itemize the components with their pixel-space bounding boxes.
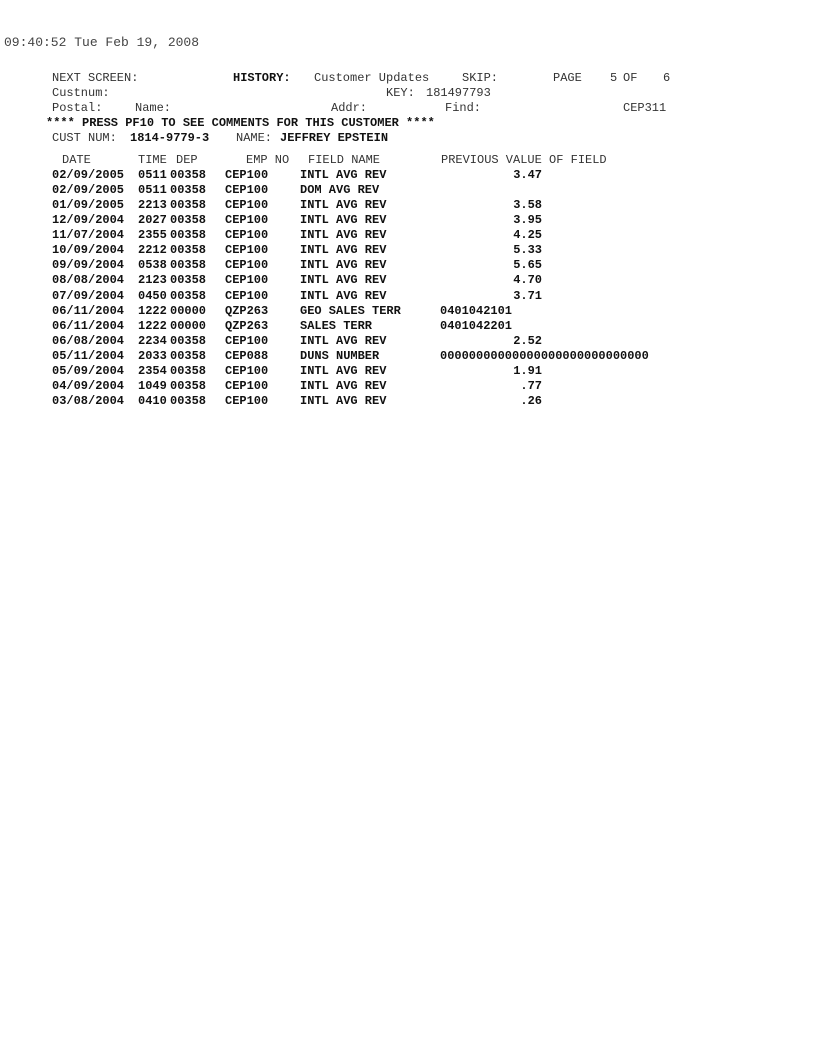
cell-previous-value: .26 [520,394,542,409]
cell-emp-no: CEP100 [225,168,269,182]
cell-dep: 00358 [170,168,207,182]
cell-dep: 00358 [170,394,207,409]
name-label: Name: [135,101,172,115]
cell-previous-value: .77 [520,378,542,393]
cell-previous-value: 00000000000000000000000000000 [440,348,649,363]
table-row [0,289,816,304]
cell-time: 1222 [138,318,167,333]
cell-emp-no: CEP100 [225,243,269,258]
column-header-previous-value: PREVIOUS VALUE OF FIELD [441,153,607,167]
cell-time: 2027 [138,213,167,228]
cell-dep: 00358 [170,378,207,393]
cell-date: 07/09/2004 [52,288,125,303]
cell-previous-value: 4.70 [513,273,542,288]
cell-date: 06/11/2004 [52,318,125,333]
cell-field-name: INTL AVG REV [300,273,387,288]
cell-dep: 00358 [170,183,207,198]
cell-previous-value: 3.95 [513,213,542,228]
cell-date: 05/09/2004 [52,363,125,378]
cell-dep: 00000 [170,303,207,318]
cell-date: 09/09/2004 [52,258,125,273]
column-header-emp-no: EMP NO [246,153,290,167]
cell-time: 0538 [138,258,167,273]
table-row [0,394,816,409]
cell-field-name: SALES TERR [300,318,373,333]
pf10-notice: **** PRESS PF10 TO SEE COMMENTS FOR THIS CUSTOMER **** [46,116,435,130]
cell-previous-value: 4.25 [513,228,542,243]
cell-field-name: INTL AVG REV [300,243,387,258]
cell-date: 02/09/2005 [52,183,125,198]
table-header [0,153,816,168]
cell-time: 0410 [138,394,167,409]
cell-emp-no: CEP100 [225,333,269,348]
cell-emp-no: CEP100 [225,213,269,228]
cell-emp-no: CEP100 [225,378,269,393]
cell-date: 03/08/2004 [52,394,125,409]
cell-dep: 00000 [170,318,207,333]
cell-previous-value: 3.58 [513,198,542,213]
cell-field-name: INTL AVG REV [300,378,387,393]
cell-dep: 00358 [170,198,207,213]
cell-previous-value: 3.47 [513,168,542,182]
table-row [0,319,816,334]
cell-previous-value: 1.91 [513,363,542,378]
cell-date: 06/11/2004 [52,303,125,318]
cell-field-name: INTL AVG REV [300,168,387,182]
table-row [0,364,816,379]
cell-field-name: INTL AVG REV [300,258,387,273]
table-row [0,198,816,213]
cell-field-name: INTL AVG REV [300,288,387,303]
cell-date: 08/08/2004 [52,273,125,288]
table-row [0,258,816,273]
cell-emp-no: CEP100 [225,198,269,213]
cell-emp-no: CEP100 [225,183,269,198]
cell-emp-no: QZP263 [225,303,269,318]
cell-emp-no: CEP100 [225,394,269,409]
cell-date: 10/09/2004 [52,243,125,258]
table-row [0,168,816,183]
table-row [0,213,816,228]
table-row [0,304,816,319]
cell-dep: 00358 [170,288,207,303]
cell-dep: 00358 [170,228,207,243]
column-header-time: TIME [138,153,167,167]
cell-date: 05/11/2004 [52,348,125,363]
cell-previous-value: 3.71 [513,288,542,303]
cell-date: 01/09/2005 [52,198,125,213]
table-row [0,183,816,198]
cust-name-label: NAME: [236,131,273,145]
cell-previous-value: 2.52 [513,333,542,348]
cell-previous-value: 0401042101 [440,303,513,318]
history-value: Customer Updates [314,71,430,85]
cell-emp-no: CEP088 [225,348,269,363]
cell-time: 0511 [138,183,167,198]
postal-label: Postal: [52,101,103,115]
page-label: PAGE [553,71,582,85]
cell-previous-value: 0401042201 [440,318,513,333]
cell-date: 04/09/2004 [52,378,125,393]
cell-time: 1222 [138,303,167,318]
cell-field-name: INTL AVG REV [300,363,387,378]
cell-emp-no: CEP100 [225,288,269,303]
table-row [0,349,816,364]
cell-dep: 00358 [170,333,207,348]
cell-date: 12/09/2004 [52,213,125,228]
cell-date: 11/07/2004 [52,228,125,243]
cell-time: 2212 [138,243,167,258]
key-value: 181497793 [426,86,491,100]
cell-dep: 00358 [170,243,207,258]
skip-label: SKIP: [462,71,499,85]
cell-time: 2234 [138,333,167,348]
cell-emp-no: CEP100 [225,258,269,273]
cell-emp-no: CEP100 [225,228,269,243]
column-header-date: DATE [62,153,91,167]
cell-time: 0511 [138,168,167,182]
page-total: 6 [663,71,671,85]
history-label: HISTORY: [233,71,291,85]
cell-time: 0450 [138,288,167,303]
cell-field-name: INTL AVG REV [300,228,387,243]
cell-time: 2213 [138,198,167,213]
cell-dep: 00358 [170,363,207,378]
cust-num-label: CUST NUM: [52,131,117,145]
key-label: KEY: [386,86,415,100]
column-header-field-name: FIELD NAME [308,153,381,167]
table-row [0,273,816,288]
cell-field-name: DOM AVG REV [300,183,380,198]
cust-num-value: 1814-9779-3 [130,131,210,145]
cell-time: 2354 [138,363,167,378]
cell-time: 1049 [138,378,167,393]
cell-previous-value: 5.65 [513,258,542,273]
addr-label: Addr: [331,101,368,115]
cell-field-name: INTL AVG REV [300,333,387,348]
cell-dep: 00358 [170,258,207,273]
table-row [0,334,816,349]
cell-field-name: INTL AVG REV [300,394,387,409]
page-current: 5 [610,71,618,85]
cust-name-value: JEFFREY EPSTEIN [280,131,389,145]
cell-field-name: INTL AVG REV [300,198,387,213]
cell-dep: 00358 [170,273,207,288]
cell-time: 2123 [138,273,167,288]
cell-date: 06/08/2004 [52,333,125,348]
screen-id: CEP311 [623,101,667,115]
find-label: Find: [445,101,482,115]
cell-date: 02/09/2005 [52,168,125,182]
table-row [0,379,816,394]
cell-previous-value: 5.33 [513,243,542,258]
cell-emp-no: CEP100 [225,363,269,378]
cell-field-name: GEO SALES TERR [300,303,401,318]
page-of: OF [623,71,638,85]
cell-dep: 00358 [170,213,207,228]
next-screen-label: NEXT SCREEN: [52,71,139,85]
cell-time: 2355 [138,228,167,243]
column-header-dep: DEP [176,153,198,167]
cell-emp-no: QZP263 [225,318,269,333]
cell-emp-no: CEP100 [225,273,269,288]
cell-field-name: INTL AVG REV [300,213,387,228]
table-row [0,228,816,243]
print-timestamp: 09:40:52 Tue Feb 19, 2008 [4,35,200,50]
cell-field-name: DUNS NUMBER [300,348,380,363]
cell-time: 2033 [138,348,167,363]
table-row [0,243,816,258]
cell-dep: 00358 [170,348,207,363]
custnum-label: Custnum: [52,86,110,100]
